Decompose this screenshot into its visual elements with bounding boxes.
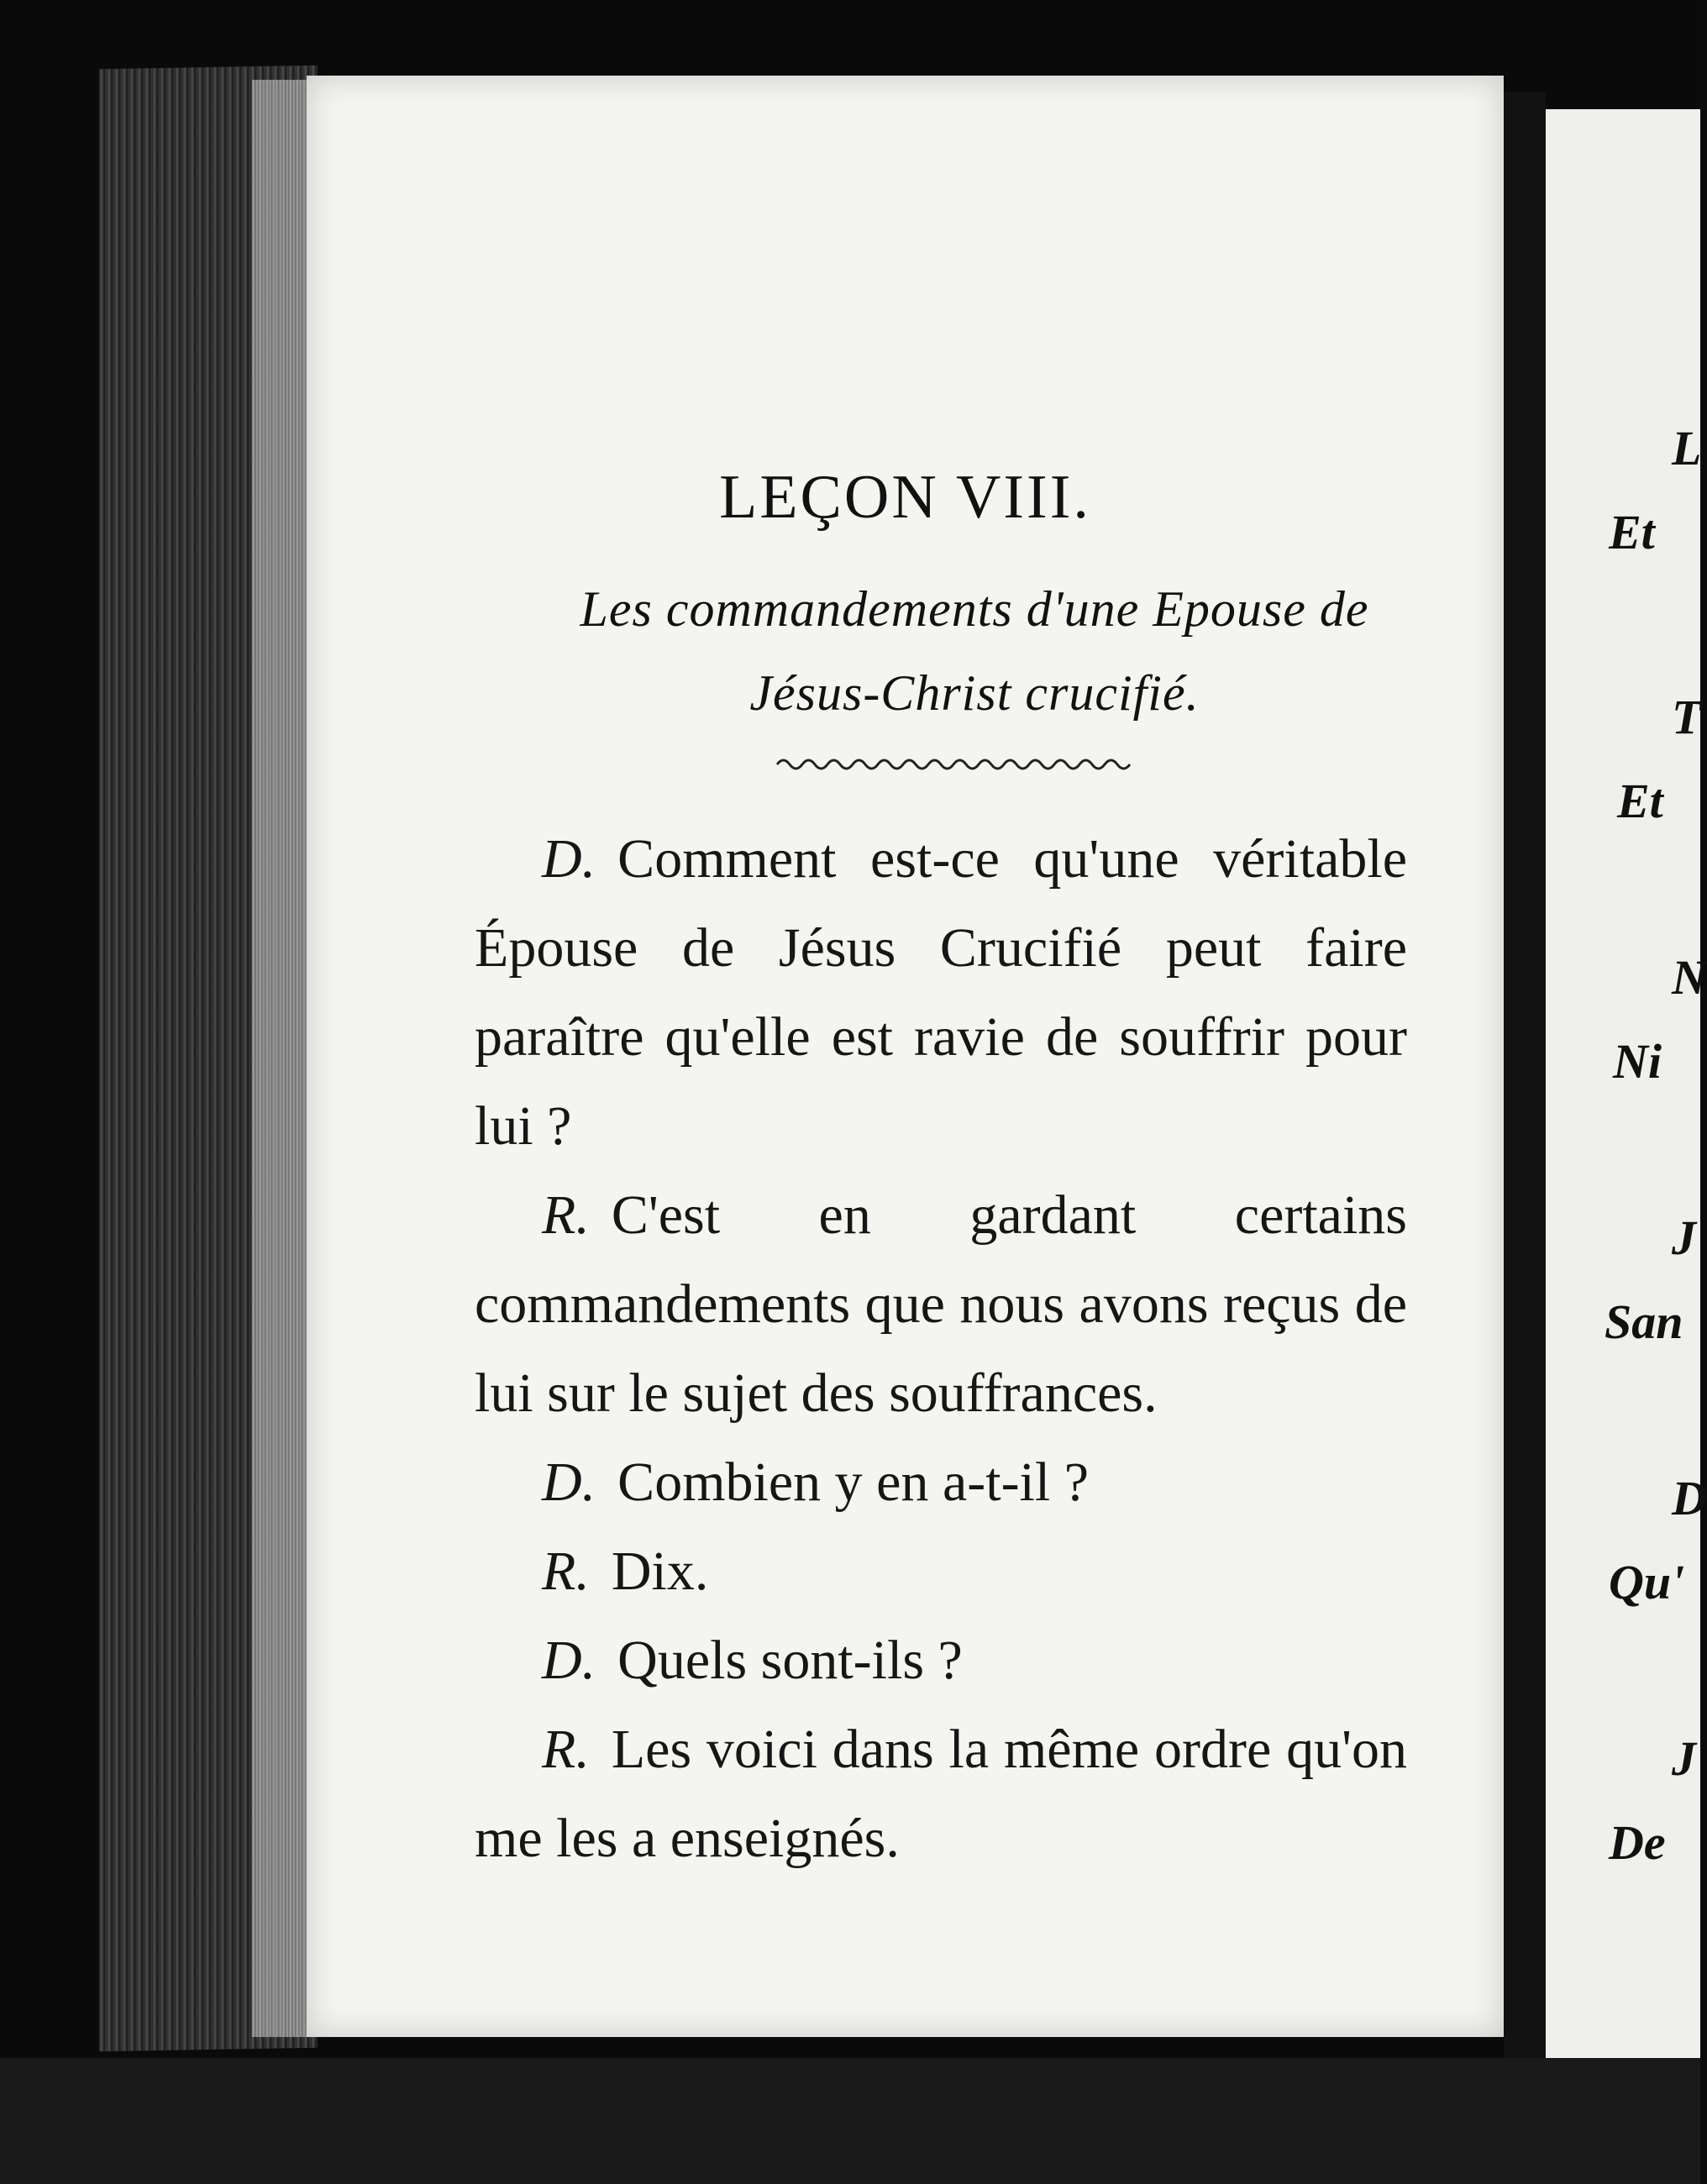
right-page-fragment: Ni xyxy=(1613,1034,1662,1089)
right-page-fragment: Et xyxy=(1609,505,1655,559)
speaker-letter: D. xyxy=(542,828,596,890)
right-page-fragment: Et xyxy=(1617,774,1663,828)
dialogue-text: Combien y en a-t-il ? xyxy=(617,1452,1090,1513)
dialogue-text: C'est en gardant certains commandements que nous avons reçus de lui sur le sujet des souffrances. xyxy=(475,1184,1407,1424)
book-page-edges-light xyxy=(252,80,311,2037)
right-page-cropped xyxy=(1546,109,1707,2066)
dialogue-paragraph-2 xyxy=(475,1171,1407,1438)
lesson-subtitle xyxy=(491,567,1458,735)
left-page xyxy=(307,76,1504,2037)
wavy-divider-ornament xyxy=(777,752,1130,777)
dialogue-paragraph-1 xyxy=(475,815,1407,1171)
dialogue-body xyxy=(475,815,1407,1883)
dialogue-text: Quels sont-ils ? xyxy=(617,1630,963,1691)
dialogue-text: Dix. xyxy=(611,1541,709,1602)
right-page-fragment: De xyxy=(1609,1815,1666,1870)
right-page-fragment: San xyxy=(1605,1294,1683,1349)
right-page-fragment: Qu' xyxy=(1609,1555,1685,1609)
speaker-letter: R. xyxy=(542,1541,590,1602)
speaker-letter: D. xyxy=(542,1630,596,1691)
right-page-fragment: T xyxy=(1672,690,1702,744)
dialogue-paragraph-4 xyxy=(475,1527,1407,1616)
dialogue-paragraph-6 xyxy=(475,1705,1407,1883)
right-page-fragment: J xyxy=(1672,1210,1696,1265)
right-page-fragment: D xyxy=(1672,1471,1707,1525)
speaker-letter: R. xyxy=(542,1184,590,1246)
right-page-fragment: N xyxy=(1672,950,1707,1005)
dialogue-paragraph-3 xyxy=(475,1438,1407,1527)
lesson-subtitle-line-1: Les commandements d'une Epouse de xyxy=(580,581,1369,637)
dialogue-paragraph-5 xyxy=(475,1616,1407,1705)
dialogue-text: Comment est-ce qu'une véritable Épouse de Jésus Crucifié peut faire paraître qu'elle est ravie de souffrir pour lui ? xyxy=(475,828,1407,1157)
right-page-fragment: L xyxy=(1672,421,1702,475)
speaker-letter: D. xyxy=(542,1452,596,1513)
dialogue-text: Les voici dans la même ordre qu'on me les a enseignés. xyxy=(475,1719,1407,1869)
scan-background-bottom xyxy=(0,2058,1700,2184)
right-page-fragment: J xyxy=(1672,1731,1696,1786)
lesson-title: LEÇON VIII. xyxy=(719,463,1091,532)
book-gutter xyxy=(1504,92,1546,2092)
lesson-subtitle-line-2: Jésus-Christ crucifié. xyxy=(749,665,1200,721)
speaker-letter: R. xyxy=(542,1719,590,1780)
